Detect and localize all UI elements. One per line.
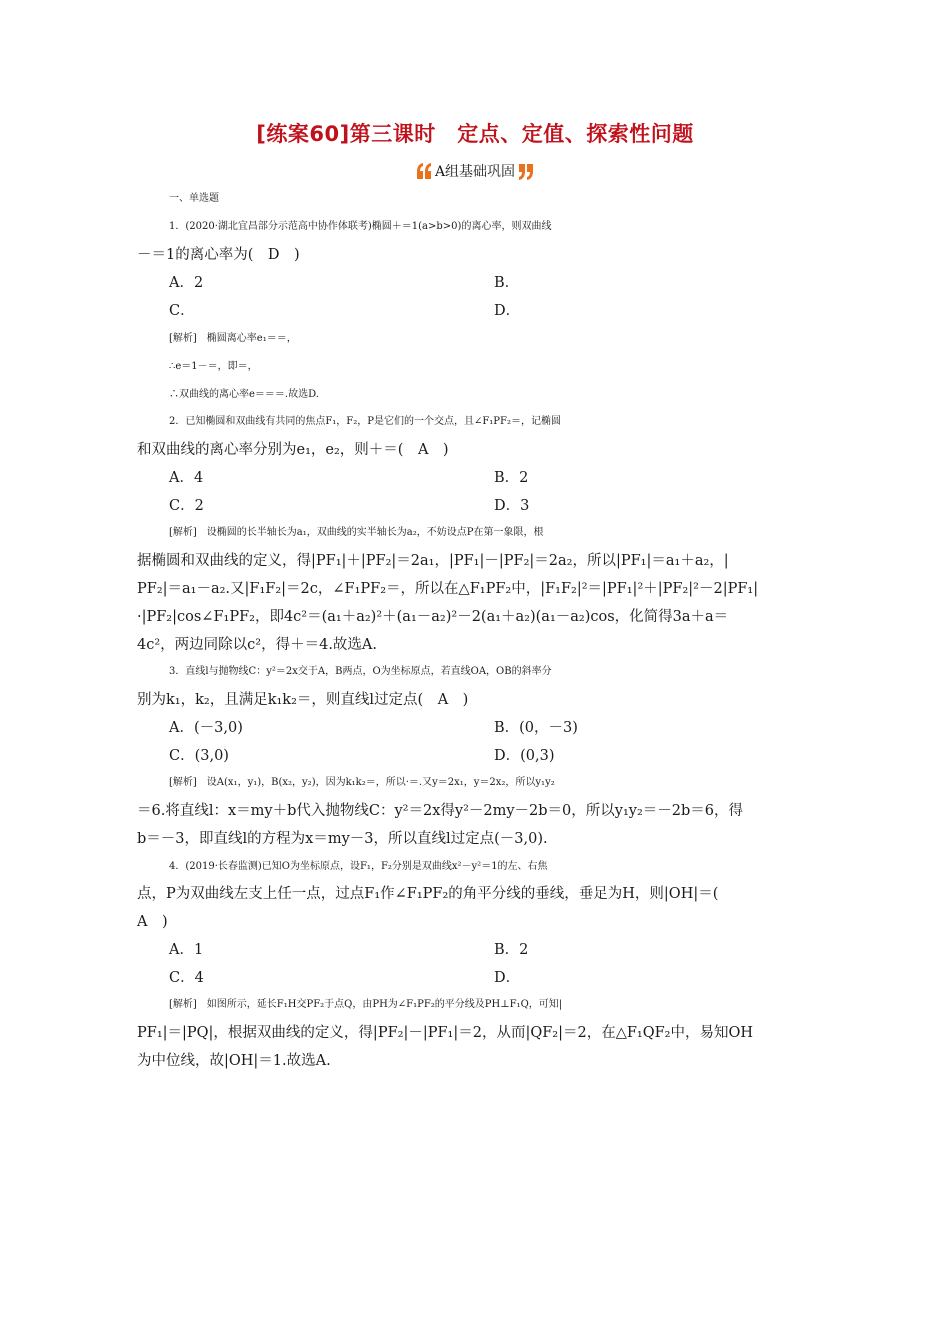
q1-option-b: B． (494, 275, 520, 291)
q1-option-d: D． (494, 303, 521, 319)
q1-option-a: A．2 (169, 275, 204, 291)
section-heading: 一、单选题 (169, 193, 219, 204)
q3-line-1: 3．直线l与抛物线C：y²＝2x交于A，B两点，O为坐标原点，若直线OA，OB的斜率分 (169, 666, 552, 677)
q2-solution-2: 据椭圆和双曲线的定义，得|PF₁|＋|PF₂|＝2a₁，|PF₁|－|PF₂|＝2a₂，所以|PF₁|＝a₁＋a₂，| (137, 553, 729, 569)
q2-option-d: D．3 (494, 498, 530, 514)
q4-option-b: B．2 (494, 942, 529, 958)
q1-option-c: C． (169, 303, 195, 319)
page-title: [练案60]第三课时 定点、定值、探索性问题 (256, 122, 694, 146)
q4-line-3: A ) (137, 914, 168, 930)
q1-solution-3: ∴双曲线的离心率e＝＝＝.故选D. (169, 389, 319, 400)
q2-line-2: 和双曲线的离心率分别为e₁，e₂，则＋＝( A ) (137, 442, 449, 458)
open-quote-icon (415, 162, 433, 182)
q2-solution-3: PF₂|＝a₁－a₂.又|F₁F₂|＝2c，∠F₁PF₂＝，所以在△F₁PF₂中，|F₁F₂|²＝|PF₁|²＋|PF₂|²－2|PF₁| (137, 581, 759, 597)
q3-option-c: C．(3,0) (169, 748, 229, 764)
q4-solution-1: [解析] 如图所示，延长F₁H交PF₂于点Q，由PH为∠F₁PF₂的平分线及PH⊥F₁Q，可知| (169, 999, 563, 1010)
q1-solution-2: ∴e＝1－＝，即＝， (169, 361, 258, 372)
q2-line-1: 2．已知椭圆和双曲线有共同的焦点F₁，F₂，P是它们的一个交点，且∠F₁PF₂＝，记椭圆 (169, 416, 561, 427)
q4-option-c: C．4 (169, 970, 204, 986)
group-header (0, 160, 950, 184)
q3-line-2: 别为k₁，k₂，且满足k₁k₂＝，则直线l过定点( A ) (137, 692, 469, 708)
q1-solution-1: [解析] 椭圆离心率e₁＝＝， (169, 333, 297, 344)
close-quote-icon (517, 162, 535, 182)
q4-line-1: 4．(2019·长春监测)已知O为坐标原点，设F₁，F₂分别是双曲线x²－y²＝1的左、右焦 (169, 861, 548, 872)
q4-solution-2: PF₁|＝|PQ|，根据双曲线的定义，得|PF₂|－|PF₁|＝2，从而|QF₂|＝2，在△F₁QF₂中，易知OH (137, 1025, 754, 1041)
q1-line-1: 1．(2020·湖北宜昌部分示范高中协作体联考)椭圆＋＝1(a>b>0)的离心率，则双曲线 (169, 221, 552, 232)
q2-solution-4: ·|PF₂|cos∠F₁PF₂，即4c²＝(a₁＋a₂)²＋(a₁－a₂)²－2(a₁＋a₂)(a₁－a₂)cos，化简得3a＋a＝ (137, 609, 729, 625)
q4-line-2: 点，P为双曲线左支上任一点，过点F₁作∠F₁PF₂的角平分线的垂线，垂足为H，则|OH|＝( (137, 886, 719, 902)
q2-solution-1: [解析] 设椭圆的长半轴长为a₁，双曲线的实半轴长为a₂，不妨设点P在第一象限，根 (169, 527, 544, 538)
q3-solution-3: b＝－3，即直线l的方程为x＝my－3，所以直线l过定点(－3,0). (137, 831, 548, 847)
q4-option-a: A．1 (169, 942, 204, 958)
group-label: A组基础巩固 (434, 164, 516, 180)
q2-option-a: A．4 (169, 470, 204, 486)
q1-line-2: －＝1的离心率为( D ) (137, 247, 300, 263)
q4-solution-3: 为中位线，故|OH|＝1.故选A. (137, 1053, 331, 1069)
q2-option-b: B．2 (494, 470, 529, 486)
q3-option-a: A．(－3,0) (169, 720, 243, 736)
q4-option-d: D． (494, 970, 521, 986)
q3-solution-1: [解析] 设A(x₁，y₁)，B(x₂，y₂)，因为k₁k₂＝，所以·＝.又y＝2x₁，y＝2x₂，所以y₁y₂ (169, 777, 555, 788)
q3-option-b: B．(0，－3) (494, 720, 578, 736)
q2-solution-5: 4c²，两边同除以c²，得＋＝4.故选A. (137, 637, 378, 653)
q2-option-c: C．2 (169, 498, 204, 514)
q3-solution-2: ＝6.将直线l：x＝my＋b代入抛物线C：y²＝2x得y²－2my－2b＝0，所以y₁y₂＝－2b＝6，得 (137, 803, 744, 819)
q3-option-d: D．(0,3) (494, 748, 555, 764)
